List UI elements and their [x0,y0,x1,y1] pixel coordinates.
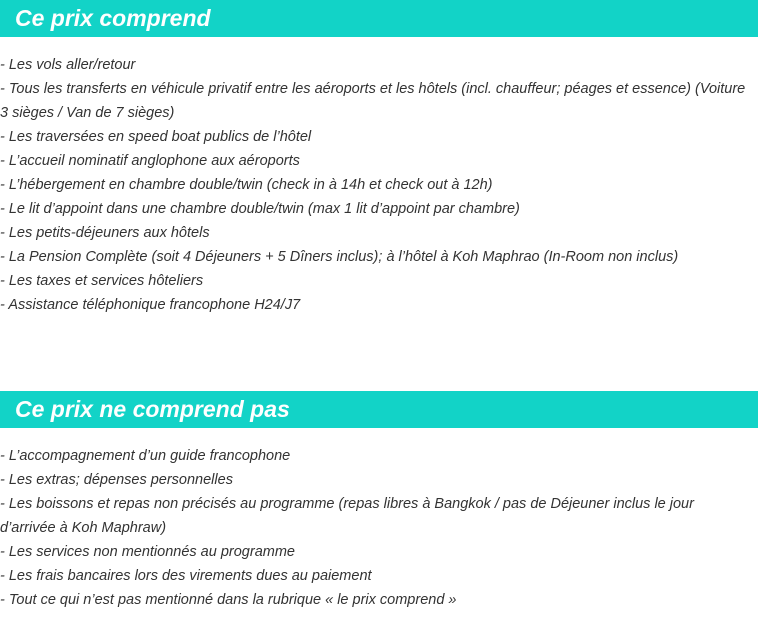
included-list [0,53,750,317]
list-item: - L’accompagnement d’un guide francophone [0,448,291,464]
list-item: - Les petits-déjeuners aux hôtels [0,225,210,241]
list-item: - L’accueil nominatif anglophone aux aéroports [0,153,300,169]
list-item: - Les extras; dépenses personnelles [0,472,233,488]
list-item: - Les frais bancaires lors des virements dues au paiement [0,568,372,584]
included-section-title: Ce prix comprend [0,0,758,37]
excluded-section-title: Ce prix ne comprend pas [0,391,758,428]
list-item: - Les boissons et repas non précisés au programme (repas libres à Bangkok / pas de Déjeuner inclus le jour d’arrivée à Koh Maphraw) [0,496,694,536]
excluded-list [0,444,750,612]
list-item: - Tous les transferts en véhicule privatif entre les aéroports et les hôtels (incl. chauffeur; péages et essence) (Voiture 3 sièges / Van de 7 sièges) [0,81,746,121]
list-item: - Le lit d’appoint dans une chambre double/twin (max 1 lit d’appoint par chambre) [0,201,520,217]
list-item: - Tout ce qui n’est pas mentionné dans la rubrique « le prix comprend » [0,592,457,608]
list-item: - L’hébergement en chambre double/twin (check in à 14h et check out à 12h) [0,177,493,193]
list-item: - Les vols aller/retour [0,57,136,73]
list-item: - Les services non mentionnés au programme [0,544,295,560]
list-item: - Assistance téléphonique francophone H24/J7 [0,297,301,313]
list-item: - Les taxes et services hôteliers [0,273,204,289]
list-item: - Les traversées en speed boat publics de l’hôtel [0,129,312,145]
list-item: - La Pension Complète (soit 4 Déjeuners + 5 Dîners inclus); à l’hôtel à Koh Maphrao (In-Room non inclus) [0,249,679,265]
